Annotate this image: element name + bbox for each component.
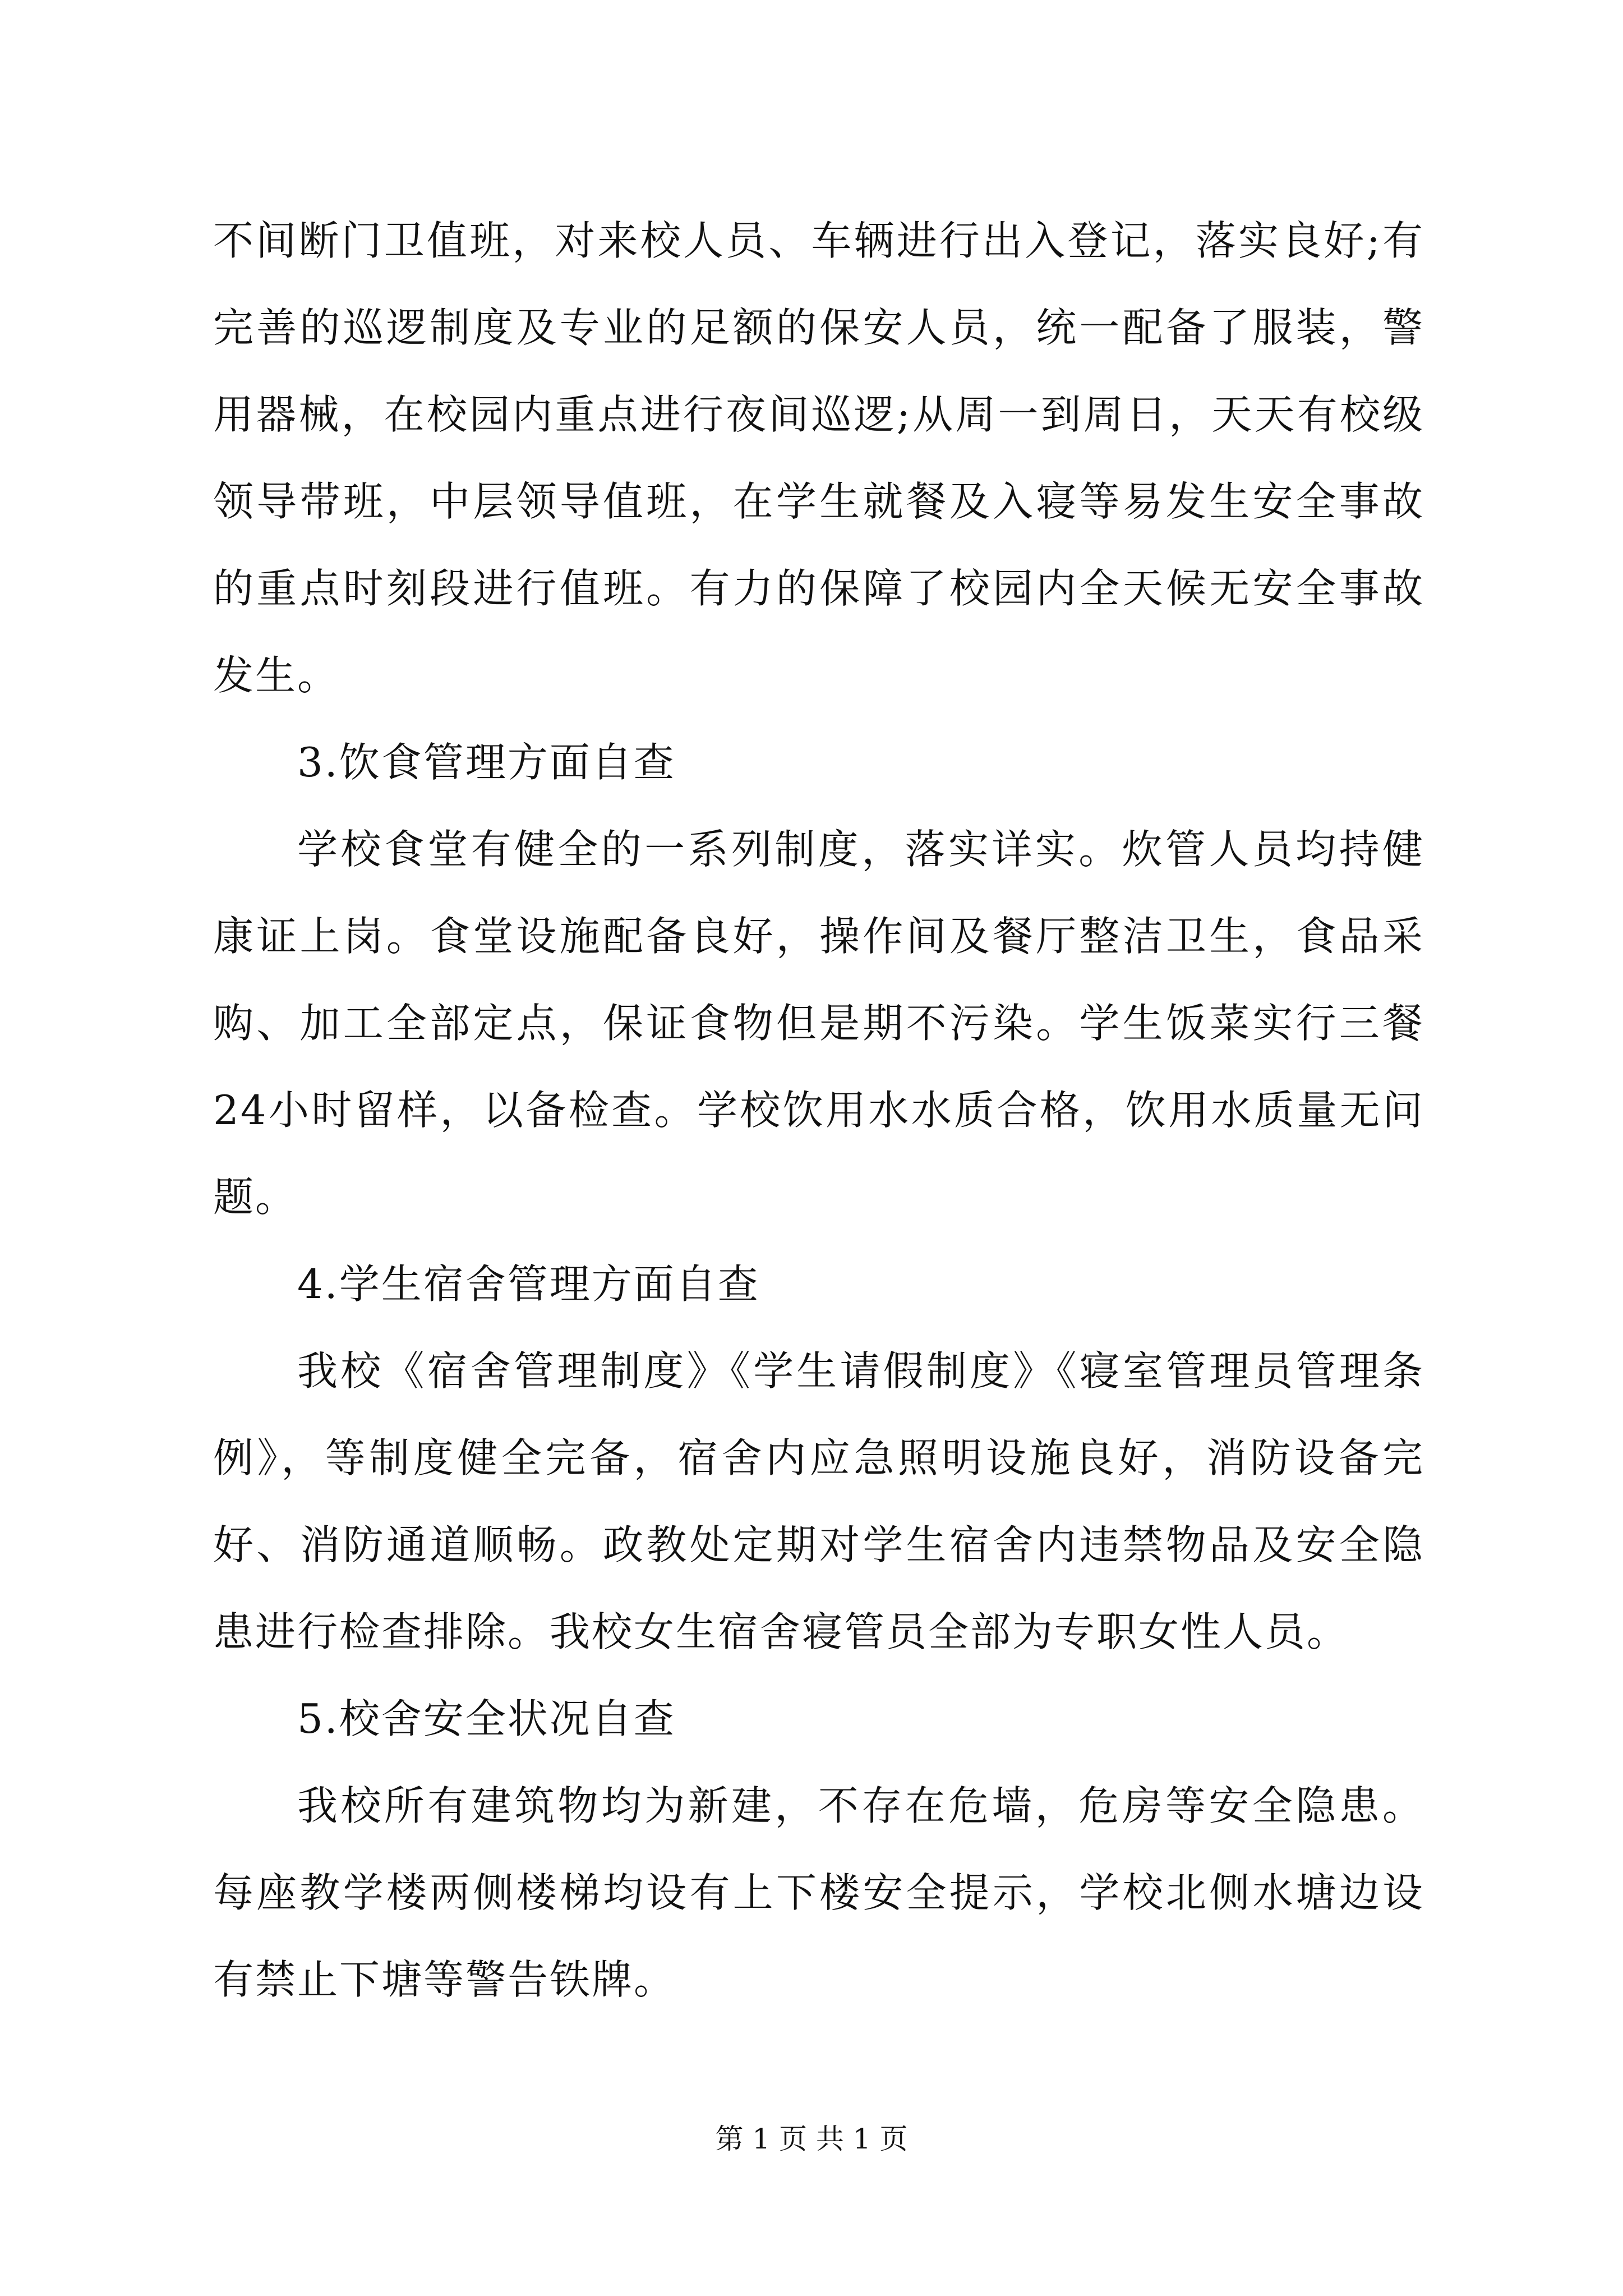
- paragraph-gate-patrol: 不间断门卫值班，对来校人员、车辆进行出入登记，落实良好;有完善的巡逻制度及专业的足额的保安人员，统一配备了服装，警用器械，在校园内重点进行夜间巡逻;从周一到周日，天天有校级领导带班，中层领导值班，在学生就餐及入寝等易发生安全事故的重点时刻段进行值班。有力的保障了校园内全天候无安全事故发生。: [213, 217, 1424, 699]
- paragraph-building-safety: 我校所有建筑物均为新建，不存在危墙，危房等安全隐患。每座教学楼两侧楼梯均设有上下楼安全提示，学校北侧水塘边设有禁止下塘等警告铁牌。: [213, 1782, 1424, 2003]
- heading-food-management: 3.饮食管理方面自查: [297, 739, 676, 786]
- heading-building-safety: 5.校舍安全状况自查: [297, 1695, 676, 1742]
- paragraph-food-management: 学校食堂有健全的一系列制度，落实详实。炊管人员均持健康证上岗。食堂设施配备良好，操作间及餐厅整洁卫生，食品采购、加工全部定点，保证食物但是期不污染。学生饭菜实行三餐24小时留样，以备检查。学校饮用水水质合格，饮用水质量无问题。: [213, 826, 1424, 1221]
- heading-dormitory-management: 4.学生宿舍管理方面自查: [297, 1260, 760, 1308]
- paragraph-dormitory-management: 我校《宿舍管理制度》《学生请假制度》《寝室管理员管理条例》，等制度健全完备，宿舍内应急照明设施良好，消防设备完好、消防通道顺畅。政教处定期对学生宿舍内违禁物品及安全隐患进行检查排除。我校女生宿舍寝管员全部为专职女性人员。: [213, 1347, 1424, 1655]
- document-body: [213, 197, 1424, 2023]
- page-number-footer: 第 1 页 共 1 页: [715, 2123, 908, 2155]
